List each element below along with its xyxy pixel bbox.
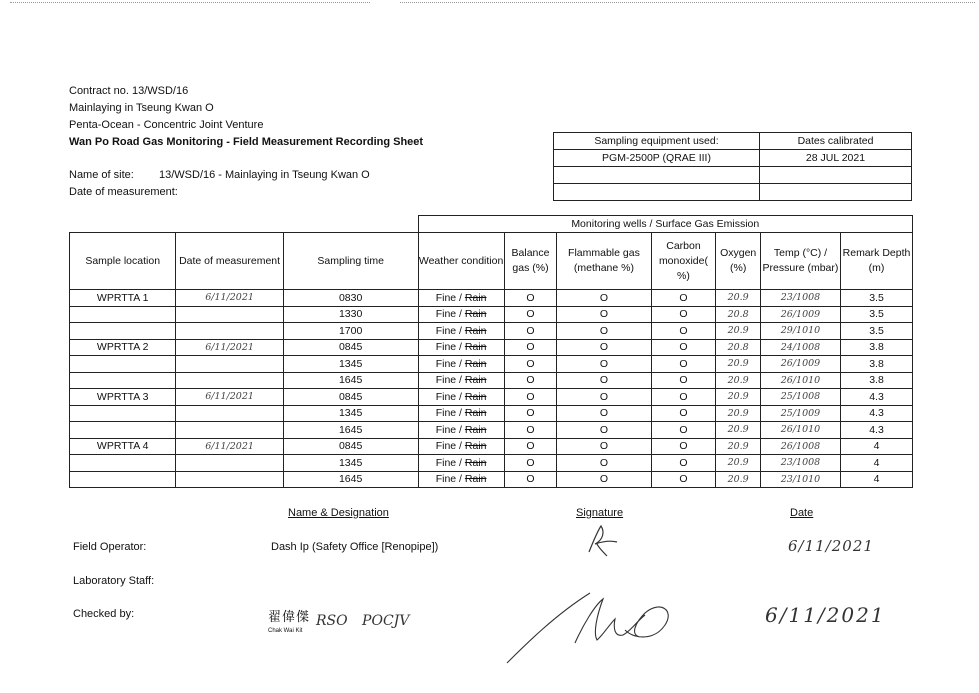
sampling-time-cell: 0845: [283, 389, 418, 406]
sample-location-cell: [70, 372, 176, 389]
carbon-monoxide-cell: O: [651, 438, 716, 455]
measurement-date-cell: 6/11/2021: [176, 339, 283, 356]
measurement-date-cell: [176, 422, 283, 439]
contractor-name: Penta-Ocean - Concentric Joint Venture: [69, 119, 264, 131]
table-row: [70, 455, 913, 472]
oxygen-cell: 20.9: [716, 438, 761, 455]
table-row: [70, 372, 913, 389]
weather-cell: [418, 356, 504, 373]
carbon-monoxide-cell: O: [651, 323, 716, 340]
blank-corner: [70, 216, 419, 233]
measurement-date-cell: 6/11/2021: [176, 389, 283, 406]
carbon-monoxide-cell: O: [651, 372, 716, 389]
carbon-monoxide-cell: O: [651, 455, 716, 472]
checked-by-signature: [505, 585, 680, 665]
checked-by-label: Checked by:: [73, 608, 135, 620]
weather-fine-label: Fine /: [435, 341, 465, 354]
oxygen-cell: 20.9: [716, 356, 761, 373]
measurement-date-cell: [176, 356, 283, 373]
temp-pressure-cell: 29/1010: [760, 323, 840, 340]
carbon-monoxide-cell: O: [651, 389, 716, 406]
weather-cell: [418, 339, 504, 356]
table-row: [70, 405, 913, 422]
carbon-monoxide-cell: O: [651, 306, 716, 323]
col-date-of-measurement: Date of measurement: [176, 233, 283, 290]
carbon-monoxide-cell: O: [651, 356, 716, 373]
checked-by-english-name: Chak Wai Kit: [268, 628, 303, 634]
balance-gas-cell: O: [504, 455, 557, 472]
table-row: [70, 389, 913, 406]
table-row: [70, 306, 913, 323]
weather-cell: [418, 372, 504, 389]
weather-rain-label: Rain: [464, 456, 487, 469]
temp-pressure-cell: 26/1010: [760, 372, 840, 389]
weather-cell: [418, 405, 504, 422]
flammable-gas-cell: O: [557, 323, 651, 340]
remark-depth-cell: 4: [840, 455, 912, 472]
measurement-table: [69, 215, 913, 488]
remark-depth-cell: 4.3: [840, 405, 912, 422]
measurement-date-cell: [176, 405, 283, 422]
balance-gas-cell: O: [504, 290, 557, 307]
temp-pressure-cell: 25/1009: [760, 405, 840, 422]
weather-cell: [418, 323, 504, 340]
table-row: [70, 471, 913, 488]
sampling-time-cell: 1345: [283, 356, 418, 373]
sampling-time-cell: 1645: [283, 372, 418, 389]
sample-location-cell: WPRTTA 4: [70, 438, 176, 455]
weather-cell: [418, 290, 504, 307]
weather-cell: [418, 455, 504, 472]
sampling-time-cell: 1645: [283, 422, 418, 439]
remark-depth-cell: 3.5: [840, 306, 912, 323]
col-flammable-gas: Flammable gas (methane %): [557, 233, 651, 290]
oxygen-cell: 20.9: [716, 471, 761, 488]
balance-gas-cell: O: [504, 339, 557, 356]
weather-rain-label: Rain: [464, 291, 487, 304]
table-row: [70, 438, 913, 455]
balance-gas-cell: O: [504, 389, 557, 406]
sampling-time-cell: 0830: [283, 290, 418, 307]
sample-location-cell: [70, 323, 176, 340]
remark-depth-cell: 3.8: [840, 339, 912, 356]
col-carbon-monoxide: Carbon monoxide( %): [651, 233, 716, 290]
temp-pressure-cell: 26/1009: [760, 356, 840, 373]
weather-fine-label: Fine /: [435, 308, 465, 321]
weather-fine-label: Fine /: [435, 440, 465, 453]
sampling-time-cell: 1645: [283, 471, 418, 488]
temp-pressure-cell: 26/1008: [760, 438, 840, 455]
site-label: Name of site:: [69, 169, 134, 181]
weather-rain-label: Rain: [464, 423, 487, 436]
sample-location-cell: [70, 405, 176, 422]
scan-edge-line: [10, 2, 370, 3]
equipment-header: Sampling equipment used:: [554, 133, 760, 150]
flammable-gas-cell: O: [557, 306, 651, 323]
checked-by-stamp: [268, 610, 311, 636]
checked-by-date: 6/11/2021: [765, 603, 886, 627]
sample-location-cell: [70, 455, 176, 472]
weather-rain-label: Rain: [464, 341, 487, 354]
sample-location-cell: [70, 471, 176, 488]
sample-location-cell: [70, 306, 176, 323]
oxygen-cell: 20.9: [716, 405, 761, 422]
scan-edge-line: [400, 2, 975, 3]
flammable-gas-cell: O: [557, 372, 651, 389]
col-sampling-time: Sampling time: [283, 233, 418, 290]
sample-location-cell: [70, 356, 176, 373]
equipment-cell: [554, 184, 760, 201]
measurement-date-cell: [176, 372, 283, 389]
col-weather: Weather condition: [418, 233, 504, 290]
calibration-cell: 28 JUL 2021: [760, 150, 912, 167]
measurement-date-cell: [176, 455, 283, 472]
carbon-monoxide-cell: O: [651, 405, 716, 422]
sampling-time-cell: 1700: [283, 323, 418, 340]
weather-cell: [418, 389, 504, 406]
weather-rain-label: Rain: [464, 390, 487, 403]
balance-gas-cell: O: [504, 323, 557, 340]
field-operator-date: 6/11/2021: [788, 537, 874, 555]
remark-depth-cell: 3.8: [840, 372, 912, 389]
sample-location-cell: WPRTTA 2: [70, 339, 176, 356]
table-row: [70, 323, 913, 340]
remark-depth-cell: 3.5: [840, 323, 912, 340]
balance-gas-cell: O: [504, 372, 557, 389]
col-remark-depth: Remark Depth (m): [840, 233, 912, 290]
col-temp-pressure: Temp (°C) / Pressure (mbar): [760, 233, 840, 290]
checked-by-role: RSO POCJV: [316, 613, 410, 629]
weather-fine-label: Fine /: [435, 324, 465, 337]
measurement-date-cell: 6/11/2021: [176, 438, 283, 455]
carbon-monoxide-cell: O: [651, 471, 716, 488]
field-operator-signature: [583, 522, 623, 558]
calibration-cell: [760, 167, 912, 184]
weather-cell: [418, 306, 504, 323]
oxygen-cell: 20.9: [716, 389, 761, 406]
flammable-gas-cell: O: [557, 455, 651, 472]
oxygen-cell: 20.9: [716, 372, 761, 389]
group-header: Monitoring wells / Surface Gas Emission: [418, 216, 912, 233]
weather-rain-label: Rain: [464, 407, 487, 420]
oxygen-cell: 20.9: [716, 323, 761, 340]
sampling-time-cell: 0845: [283, 438, 418, 455]
measurement-date-cell: 6/11/2021: [176, 290, 283, 307]
temp-pressure-cell: 23/1008: [760, 290, 840, 307]
table-row: [70, 356, 913, 373]
weather-rain-label: Rain: [464, 374, 487, 387]
balance-gas-cell: O: [504, 438, 557, 455]
weather-fine-label: Fine /: [435, 357, 465, 370]
project-name: Mainlaying in Tseung Kwan O: [69, 102, 214, 114]
balance-gas-cell: O: [504, 471, 557, 488]
oxygen-cell: 20.9: [716, 290, 761, 307]
name-designation-heading: Name & Designation: [288, 507, 389, 519]
remark-depth-cell: 4.3: [840, 389, 912, 406]
sample-location-cell: WPRTTA 1: [70, 290, 176, 307]
balance-gas-cell: O: [504, 306, 557, 323]
flammable-gas-cell: O: [557, 290, 651, 307]
measurement-date-label: Date of measurement:: [69, 186, 178, 198]
contract-number: Contract no. 13/WSD/16: [69, 85, 189, 97]
balance-gas-cell: O: [504, 422, 557, 439]
weather-fine-label: Fine /: [435, 374, 465, 387]
sampling-time-cell: 1330: [283, 306, 418, 323]
measurement-date-cell: [176, 323, 283, 340]
sample-location-cell: WPRTTA 3: [70, 389, 176, 406]
weather-cell: [418, 422, 504, 439]
remark-depth-cell: 3.5: [840, 290, 912, 307]
weather-cell: [418, 471, 504, 488]
balance-gas-cell: O: [504, 356, 557, 373]
field-operator-name: Dash Ip (Safety Office [Renopipe]): [271, 541, 439, 553]
flammable-gas-cell: O: [557, 356, 651, 373]
carbon-monoxide-cell: O: [651, 339, 716, 356]
remark-depth-cell: 4: [840, 471, 912, 488]
remark-depth-cell: 4: [840, 438, 912, 455]
col-sample-location: Sample location: [70, 233, 176, 290]
weather-fine-label: Fine /: [435, 407, 465, 420]
field-operator-label: Field Operator:: [73, 541, 147, 553]
weather-cell: [418, 438, 504, 455]
oxygen-cell: 20.9: [716, 455, 761, 472]
weather-rain-label: Rain: [464, 357, 487, 370]
site-value: 13/WSD/16 - Mainlaying in Tseung Kwan O: [159, 169, 370, 181]
sampling-time-cell: 1345: [283, 455, 418, 472]
temp-pressure-cell: 26/1010: [760, 422, 840, 439]
weather-rain-label: Rain: [464, 473, 487, 486]
laboratory-staff-label: Laboratory Staff:: [73, 575, 155, 587]
remark-depth-cell: 3.8: [840, 356, 912, 373]
sampling-time-cell: 1345: [283, 405, 418, 422]
table-row: [70, 339, 913, 356]
checked-by-chinese-name: 翟偉傑: [268, 610, 311, 625]
equipment-cell: [554, 167, 760, 184]
oxygen-cell: 20.9: [716, 422, 761, 439]
weather-fine-label: Fine /: [435, 291, 465, 304]
carbon-monoxide-cell: O: [651, 422, 716, 439]
temp-pressure-cell: 26/1009: [760, 306, 840, 323]
flammable-gas-cell: O: [557, 471, 651, 488]
weather-fine-label: Fine /: [435, 390, 465, 403]
temp-pressure-cell: 25/1008: [760, 389, 840, 406]
flammable-gas-cell: O: [557, 438, 651, 455]
flammable-gas-cell: O: [557, 339, 651, 356]
weather-fine-label: Fine /: [435, 456, 465, 469]
table-row: [70, 422, 913, 439]
temp-pressure-cell: 23/1010: [760, 471, 840, 488]
weather-fine-label: Fine /: [435, 423, 465, 436]
temp-pressure-cell: 23/1008: [760, 455, 840, 472]
weather-rain-label: Rain: [464, 440, 487, 453]
sheet-title: Wan Po Road Gas Monitoring - Field Measurement Recording Sheet: [69, 136, 424, 148]
measurement-date-cell: [176, 306, 283, 323]
equipment-table: [553, 132, 912, 201]
carbon-monoxide-cell: O: [651, 290, 716, 307]
oxygen-cell: 20.8: [716, 306, 761, 323]
col-balance-gas: Balance gas (%): [504, 233, 557, 290]
date-heading: Date: [790, 507, 814, 519]
equipment-cell: PGM-2500P (QRAE III): [554, 150, 760, 167]
weather-rain-label: Rain: [464, 324, 487, 337]
sample-location-cell: [70, 422, 176, 439]
calibration-header: Dates calibrated: [760, 133, 912, 150]
table-row: [70, 290, 913, 307]
weather-fine-label: Fine /: [435, 473, 465, 486]
sampling-time-cell: 0845: [283, 339, 418, 356]
signature-heading: Signature: [576, 507, 624, 519]
calibration-cell: [760, 184, 912, 201]
measurement-date-cell: [176, 471, 283, 488]
temp-pressure-cell: 24/1008: [760, 339, 840, 356]
flammable-gas-cell: O: [557, 405, 651, 422]
flammable-gas-cell: O: [557, 389, 651, 406]
flammable-gas-cell: O: [557, 422, 651, 439]
col-oxygen: Oxygen (%): [716, 233, 761, 290]
weather-rain-label: Rain: [464, 308, 487, 321]
balance-gas-cell: O: [504, 405, 557, 422]
oxygen-cell: 20.8: [716, 339, 761, 356]
remark-depth-cell: 4.3: [840, 422, 912, 439]
